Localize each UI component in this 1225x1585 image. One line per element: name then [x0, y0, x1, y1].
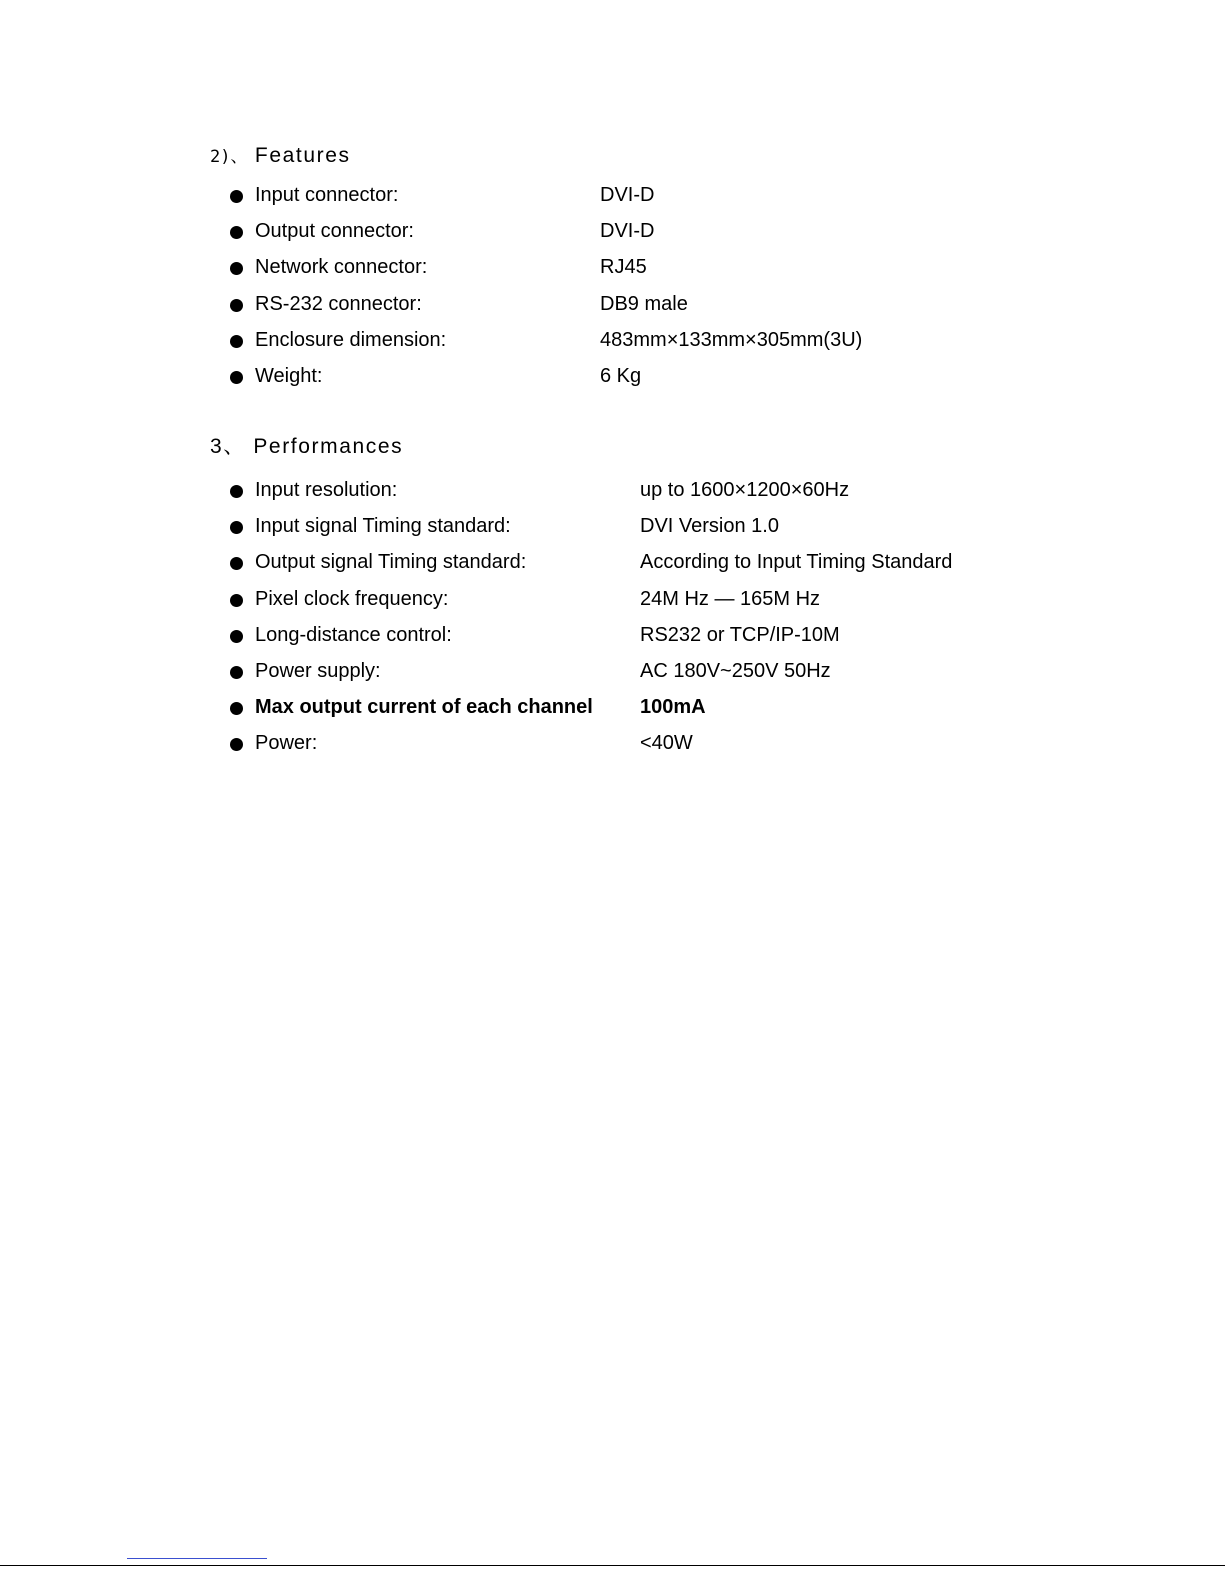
spec-label: Output connector:: [255, 220, 414, 243]
bullet-icon: [230, 190, 243, 203]
spec-label: Network connector:: [255, 256, 428, 279]
spec-label: RS-232 connector:: [255, 292, 422, 315]
footnote-divider: [127, 1558, 267, 1559]
bullet-icon: [230, 299, 243, 312]
bullet-icon: [230, 630, 243, 643]
list-item: [228, 728, 1128, 764]
spec-value: DB9 male: [600, 292, 688, 315]
spec-value: RS232 or TCP/IP-10M: [640, 623, 840, 646]
list-item: [228, 325, 1128, 361]
list-item: [228, 475, 1128, 511]
bullet-icon: [230, 702, 243, 715]
performances-heading-number: 3、: [210, 435, 246, 458]
spec-value: According to Input Timing Standard: [640, 551, 953, 574]
features-list: [228, 180, 1128, 397]
bullet-icon: [230, 262, 243, 275]
spec-value: DVI Version 1.0: [640, 515, 779, 538]
bullet-icon: [230, 521, 243, 534]
spec-label: Max output current of each channel: [255, 696, 593, 719]
list-item: [228, 656, 1128, 692]
page-bottom-divider: [0, 1565, 1225, 1566]
list-item: [228, 289, 1128, 325]
list-item: [228, 216, 1128, 252]
spec-label: Weight:: [255, 364, 323, 387]
spec-value: 483mm×133mm×305mm(3U): [600, 328, 863, 351]
performances-list: [228, 475, 1128, 765]
performances-heading: [210, 430, 403, 460]
spec-label: Long-distance control:: [255, 623, 452, 646]
spec-label: Input signal Timing standard:: [255, 515, 511, 538]
spec-value: up to 1600×1200×60Hz: [640, 479, 850, 501]
bullet-icon: [230, 485, 243, 498]
bullet-icon: [230, 335, 243, 348]
spec-label: Input resolution:: [255, 479, 398, 501]
list-item: [228, 692, 1128, 728]
spec-value: DVI-D: [600, 184, 655, 206]
spec-label: Power supply:: [255, 659, 381, 682]
spec-value: 24M Hz — 165M Hz: [640, 587, 821, 610]
bullet-icon: [230, 738, 243, 751]
spec-value: 100mA: [640, 696, 706, 719]
list-item: [228, 361, 1128, 397]
spec-label: Output signal Timing standard:: [255, 551, 527, 574]
features-heading-title: Features: [254, 144, 351, 167]
spec-value: RJ45: [600, 256, 647, 279]
features-heading: [210, 142, 351, 168]
spec-value: 6 Kg: [600, 364, 642, 387]
bullet-icon: [230, 226, 243, 239]
spec-label: Input connector:: [255, 184, 399, 206]
list-item: [228, 511, 1128, 547]
spec-label: Pixel clock frequency:: [255, 587, 449, 610]
spec-value: DVI-D: [600, 220, 655, 243]
list-item: [228, 584, 1128, 620]
performances-heading-title: Performances: [253, 435, 404, 458]
bullet-icon: [230, 371, 243, 384]
spec-value: AC 180V~250V 50Hz: [640, 659, 831, 682]
bullet-icon: [230, 594, 243, 607]
list-item: [228, 620, 1128, 656]
bullet-icon: [230, 557, 243, 570]
list-item: [228, 547, 1128, 583]
features-heading-number: 2)、: [210, 147, 248, 167]
spec-value: <40W: [640, 732, 693, 755]
bullet-icon: [230, 666, 243, 679]
list-item: [228, 252, 1128, 288]
spec-label: Enclosure dimension:: [255, 328, 447, 351]
list-item: [228, 180, 1128, 216]
spec-label: Power:: [255, 732, 318, 755]
